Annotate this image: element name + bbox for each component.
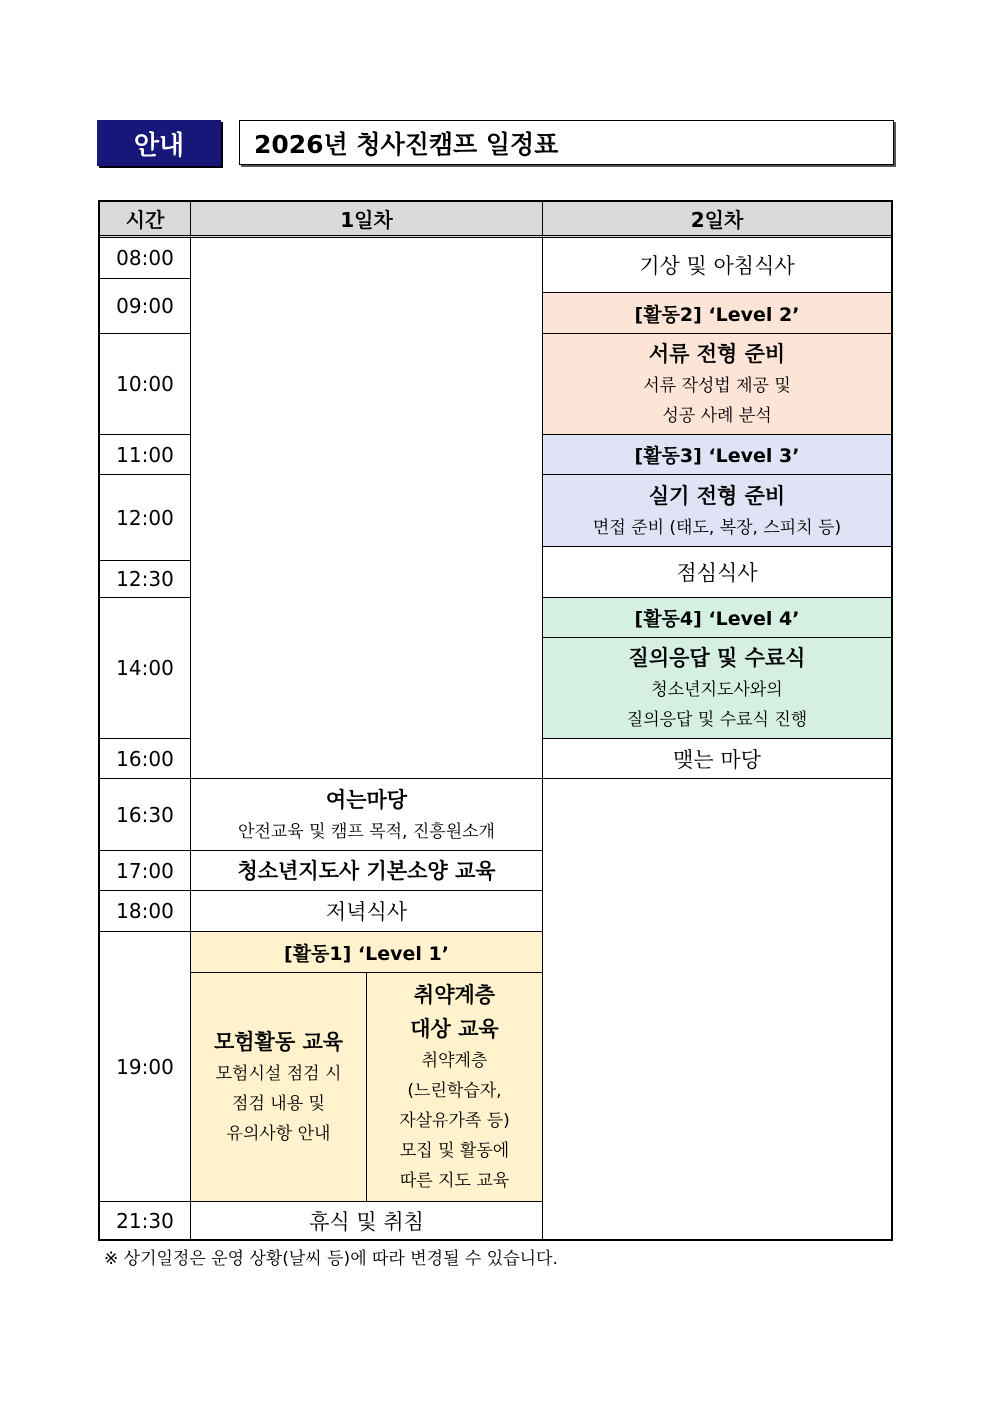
basic-education-label: 청소년지도사 기본소양 교육: [237, 858, 496, 883]
time-label: 12:30: [116, 567, 174, 591]
badge-label: 안내: [133, 130, 185, 161]
adventure-desc: 유의사항 안내: [226, 1124, 331, 1144]
header-day1-label: 1일차: [340, 208, 393, 232]
activity2-header: [543, 293, 891, 334]
vulnerable-desc: 따른 지도 교육: [399, 1171, 510, 1191]
closing-label: 맺는 마당: [673, 747, 761, 772]
activity4-label: [활동4] ‘Level 4’: [634, 608, 800, 630]
activity2-content: [543, 334, 891, 435]
activity2-desc: 성공 사례 분석: [662, 406, 772, 426]
time-cell: [100, 279, 191, 334]
time-cell: [100, 334, 191, 435]
activity4-content: [543, 638, 891, 739]
header-time-label: 시간: [125, 208, 165, 232]
time-label: 21:30: [116, 1208, 174, 1233]
time-label: 09:00: [116, 294, 174, 318]
activity3-title: 실기 전형 준비: [648, 483, 786, 508]
vulnerable-desc: 자살유가족 등): [399, 1111, 510, 1131]
adventure-education: [191, 973, 367, 1202]
adventure-title: 모험활동 교육: [213, 1030, 344, 1054]
activity2-title: 서류 전형 준비: [648, 342, 786, 366]
activity2-label: [활동2] ‘Level 2’: [634, 303, 800, 326]
header-time: [100, 202, 191, 238]
time-cell: [100, 932, 191, 1202]
activity4-desc: 청소년지도사와의: [651, 680, 783, 700]
activity2-desc: 서류 작성법 제공 및: [643, 376, 791, 396]
activity4-desc: 질의응답 및 수료식 진행: [626, 710, 808, 730]
activity3-label: [활동3] ‘Level 3’: [634, 445, 800, 467]
schedule-table: [98, 200, 893, 1241]
day2-empty: [543, 779, 891, 1239]
vulnerable-education: [367, 973, 543, 1202]
header-day2: [543, 202, 891, 238]
lunch-label: 점심식사: [676, 561, 758, 585]
activity3-desc: 면접 준비 (태도, 복장, 스피치 등): [592, 517, 842, 538]
activity4-title: 질의응답 및 수료식: [628, 646, 806, 670]
time-label: 16:00: [116, 746, 174, 771]
vulnerable-desc: (느린학습자,: [407, 1081, 502, 1101]
opening-desc: 안전교육 및 캠프 목적, 진흥원소개: [238, 821, 495, 842]
breakfast-label: 기상 및 아침식사: [639, 254, 795, 278]
day1-basic-education: [191, 851, 543, 891]
time-label: 14:00: [116, 656, 174, 680]
time-label: 17:00: [116, 858, 174, 883]
guide-badge: [97, 120, 221, 166]
footnote: ※ 상기일정은 운영 상황(날씨 등)에 따라 변경될 수 있습니다.: [104, 1249, 558, 1269]
vulnerable-desc: 모집 및 활동에: [399, 1141, 510, 1161]
opening-title: 여는마당: [325, 787, 408, 812]
day1-empty: [191, 238, 543, 779]
rest-label: 휴식 및 취침: [309, 1209, 424, 1234]
time-cell: [100, 598, 191, 739]
activity1-label: [활동1] ‘Level 1’: [284, 942, 449, 965]
time-label: 08:00: [116, 246, 174, 270]
time-cell: [100, 435, 191, 475]
time-cell: [100, 475, 191, 561]
day1-rest: [191, 1202, 543, 1239]
time-label: 16:30: [116, 802, 174, 827]
time-cell: [100, 238, 191, 279]
day2-lunch: [543, 547, 891, 598]
time-label: 19:00: [116, 1054, 174, 1079]
activity3-content: [543, 475, 891, 547]
adventure-desc: 점검 내용 및: [232, 1094, 325, 1114]
time-cell: [100, 851, 191, 891]
title-text: 2026년 청사진캠프 일정표: [254, 129, 559, 159]
day1-opening: [191, 779, 543, 851]
dinner-label: 저녁식사: [325, 900, 408, 924]
time-cell: [100, 561, 191, 598]
vulnerable-title: 취약계층: [413, 983, 496, 1007]
time-cell: [100, 739, 191, 779]
time-label: 18:00: [116, 899, 174, 923]
header-day2-label: 2일차: [690, 208, 744, 232]
day2-closing: [543, 739, 891, 779]
vulnerable-desc: 취약계층: [421, 1051, 488, 1071]
header-day1: [191, 202, 543, 238]
time-cell: [100, 779, 191, 851]
vulnerable-title: 대상 교육: [410, 1017, 499, 1041]
activity3-header: [543, 435, 891, 475]
time-label: 12:00: [116, 505, 174, 530]
day2-breakfast: [543, 238, 891, 293]
time-label: 10:00: [116, 372, 174, 396]
day1-dinner: [191, 891, 543, 932]
activity4-header: [543, 598, 891, 638]
adventure-desc: 모험시설 점검 시: [215, 1064, 342, 1084]
page-title: [239, 120, 894, 165]
time-cell: [100, 891, 191, 932]
time-cell: [100, 1202, 191, 1239]
activity1-header: [191, 932, 543, 973]
time-label: 11:00: [116, 442, 174, 467]
